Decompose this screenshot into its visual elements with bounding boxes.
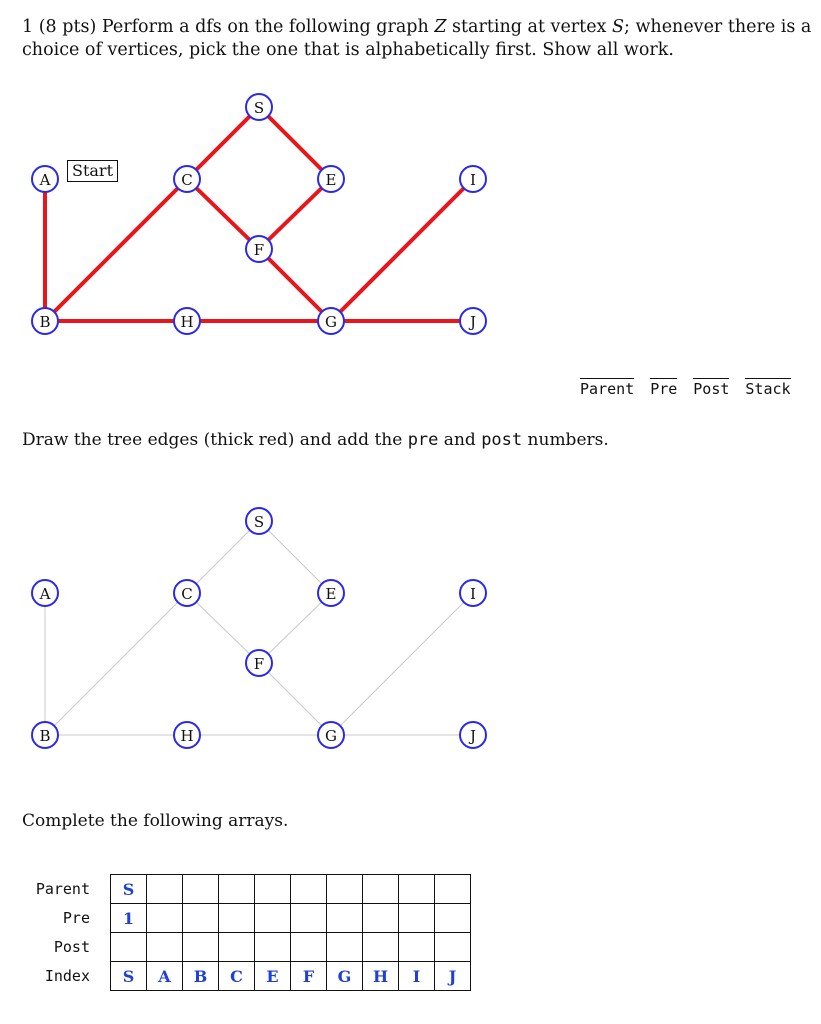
array-cell[interactable] [363, 875, 399, 904]
instruction-part: numbers. [522, 430, 609, 450]
legend-post: Post [693, 380, 730, 398]
start-vertex: S [611, 17, 624, 37]
array-cell: C [219, 962, 255, 991]
array-cell[interactable] [147, 904, 183, 933]
edge-B-C [45, 593, 187, 735]
pre-keyword: pre [407, 430, 439, 450]
instruction-part: Draw the tree edges (thick red) and add the [22, 430, 408, 450]
vertex-label: H [180, 727, 194, 745]
array-cell[interactable] [327, 933, 363, 962]
graph-z-solution [0, 0, 821, 380]
legend-stack: Stack [745, 380, 791, 398]
array-cell[interactable] [255, 904, 291, 933]
array-cell[interactable] [399, 933, 435, 962]
array-row-label: Parent [35, 880, 90, 898]
array-row-post [28, 933, 471, 962]
vertex-J [460, 308, 486, 334]
vertex-S [246, 94, 272, 120]
graph-z-blank [0, 480, 821, 780]
array-row-pre [28, 904, 471, 933]
complete-arrays-label: Complete the following arrays. [22, 811, 289, 831]
vertex-H [174, 722, 200, 748]
vertex-label: B [39, 313, 51, 331]
vertex-label: H [180, 313, 194, 331]
array-cell: G [327, 962, 363, 991]
array-cell[interactable] [147, 933, 183, 962]
array-cell[interactable] [363, 933, 399, 962]
array-row-label: Post [53, 938, 90, 956]
vertex-G [318, 722, 344, 748]
array-cell[interactable] [255, 875, 291, 904]
post-keyword: post [481, 430, 523, 450]
array-cell: E [255, 962, 291, 991]
array-cell[interactable]: S [111, 875, 147, 904]
edge-S-C [187, 521, 259, 593]
array-cell[interactable] [183, 904, 219, 933]
array-cell[interactable] [147, 875, 183, 904]
array-cell: H [363, 962, 399, 991]
array-cell[interactable] [435, 875, 471, 904]
edge-S-E [259, 521, 331, 593]
array-row-index [28, 962, 471, 991]
vertex-label: S [253, 99, 265, 117]
vertex-label: G [325, 727, 337, 745]
vertex-G [318, 308, 344, 334]
vertex-label: G [325, 313, 337, 331]
vertex-label: J [469, 313, 477, 331]
array-cell[interactable] [219, 904, 255, 933]
array-cell[interactable] [255, 933, 291, 962]
graph-name: Z [434, 17, 447, 37]
vertex-E [318, 580, 344, 606]
problem-text: Perform a dfs on the following graph [96, 17, 435, 37]
array-cell[interactable] [183, 875, 219, 904]
edge-G-I [331, 593, 473, 735]
problem-number: 1 [22, 17, 34, 37]
vertex-label: E [325, 585, 337, 603]
vertex-label: J [469, 727, 477, 745]
vertex-label: I [470, 171, 476, 189]
array-cell: I [399, 962, 435, 991]
vertex-E [318, 166, 344, 192]
vertex-A [32, 580, 58, 606]
start-label: Start [67, 160, 118, 182]
array-cell[interactable] [219, 933, 255, 962]
vertex-label: E [325, 171, 337, 189]
array-cell[interactable] [327, 904, 363, 933]
array-cell[interactable] [291, 875, 327, 904]
edge-S-C [187, 107, 259, 179]
instruction-part: and [438, 430, 482, 450]
edge-C-F [187, 179, 259, 249]
vertex-label: A [39, 585, 51, 603]
array-cell[interactable] [183, 933, 219, 962]
legend-pre: Pre [650, 380, 678, 398]
array-cell: J [435, 962, 471, 991]
array-cell[interactable]: 1 [111, 904, 147, 933]
vertex-label: F [253, 241, 265, 259]
instruction-text [22, 430, 609, 450]
edge-B-C [45, 179, 187, 321]
legend-parent: Parent [580, 380, 635, 398]
vertex-C [174, 580, 200, 606]
vertex-I [460, 166, 486, 192]
array-cell[interactable] [399, 875, 435, 904]
problem-points: (8 pts) [38, 17, 97, 37]
edge-E-F [259, 593, 331, 663]
array-cell[interactable] [219, 875, 255, 904]
array-cell[interactable] [291, 904, 327, 933]
edge-G-I [331, 179, 473, 321]
vertex-A [32, 166, 58, 192]
vertex-H [174, 308, 200, 334]
vertex-C [174, 166, 200, 192]
problem-text: ; whenever there is a choice of vertices, pick the one that is alphabetically first. Show all work. [22, 17, 812, 60]
edge-F-G [259, 249, 331, 321]
vertex-F [246, 650, 272, 676]
edge-C-F [187, 593, 259, 663]
edge-E-F [259, 179, 331, 249]
array-cell[interactable] [363, 904, 399, 933]
problem-text: starting at vertex [446, 17, 612, 37]
vertex-J [460, 722, 486, 748]
array-cell: F [291, 962, 327, 991]
array-row-parent [28, 875, 471, 904]
array-cell: S [111, 962, 147, 991]
vertex-label: S [253, 513, 265, 531]
vertex-S [246, 508, 272, 534]
array-cell: A [147, 962, 183, 991]
vertex-I [460, 580, 486, 606]
array-cell[interactable] [327, 875, 363, 904]
vertex-label: C [181, 585, 193, 603]
vertex-B [32, 722, 58, 748]
array-cell[interactable] [399, 904, 435, 933]
array-row-label: Index [44, 967, 90, 985]
edge-S-E [259, 107, 331, 179]
edge-F-G [259, 663, 331, 735]
vertex-B [32, 308, 58, 334]
array-cell: B [183, 962, 219, 991]
vertex-label: C [181, 171, 193, 189]
vertex-label: A [39, 171, 51, 189]
vertex-label: B [39, 727, 51, 745]
array-row-label: Pre [62, 909, 90, 927]
array-cell[interactable] [435, 933, 471, 962]
array-cell[interactable] [435, 904, 471, 933]
arrays-table [28, 874, 471, 991]
vertex-label: F [253, 655, 265, 673]
array-cell[interactable] [291, 933, 327, 962]
array-cell[interactable] [111, 933, 147, 962]
vertex-label: I [470, 585, 476, 603]
vertex-F [246, 236, 272, 262]
legend [580, 378, 791, 398]
